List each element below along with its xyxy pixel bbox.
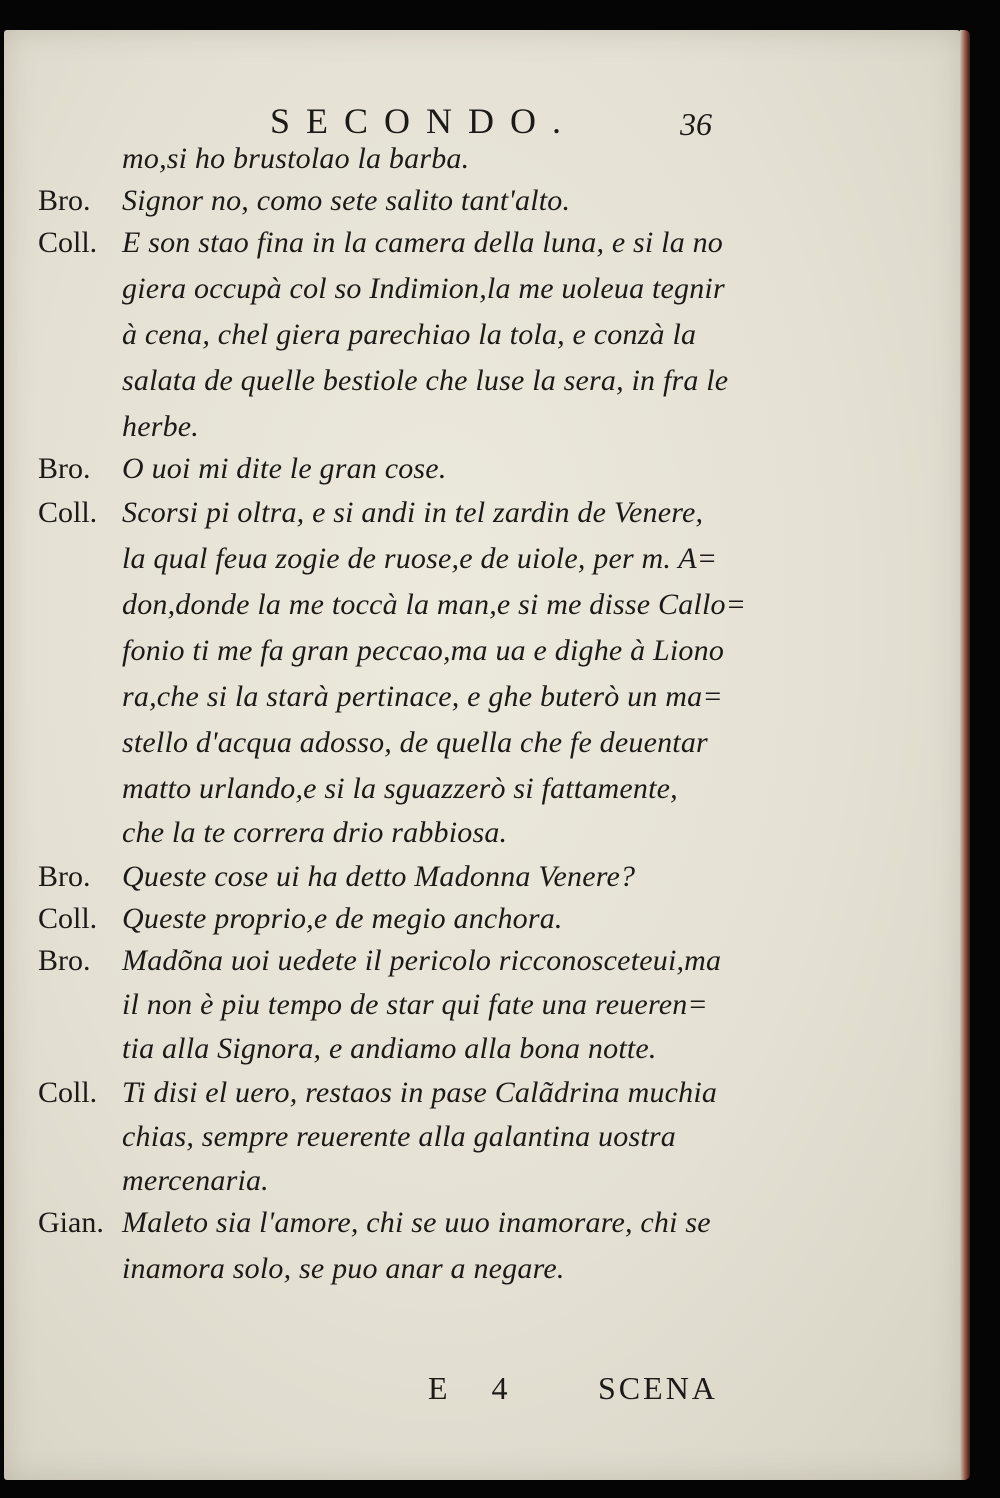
page-edge <box>960 30 970 1480</box>
line-text: mo,si ho brustolao la barba. <box>122 142 470 175</box>
line-text: Madõna uoi uedete il pericolo ricconosceteui,ma <box>122 944 722 977</box>
line-text: O uoi mi dite le gran cose. <box>122 452 447 485</box>
line-text: chias, sempre reuerente alla galantina uostra <box>122 1120 676 1153</box>
line-text: herbe. <box>122 410 200 443</box>
speaker-label: Coll. <box>38 496 98 529</box>
line-text: la qual feua zogie de ruose,e de uiole, per m. A= <box>122 542 718 575</box>
speaker-label: Gian. <box>38 1206 104 1239</box>
line-text: tia alla Signora, e andiamo alla bona notte. <box>122 1032 657 1065</box>
speaker-label: Bro. <box>38 452 91 485</box>
speaker-label: Bro. <box>38 860 91 893</box>
line-text: salata de quelle bestiole che luse la sera, in fra le <box>122 364 729 397</box>
line-text: fonio ti me fa gran peccao,ma ua e dighe à Liono <box>122 634 725 667</box>
line-text: mercenaria. <box>122 1164 269 1197</box>
folio-number: 36 <box>680 106 712 142</box>
speaker-label: Bro. <box>38 184 91 217</box>
line-text: don,donde la me toccà la man,e si me disse Callo= <box>122 588 747 621</box>
line-text: il non è piu tempo de star qui fate una reueren= <box>122 988 708 1021</box>
line-text: Ti disi el uero, restaos in pase Calãdrina muchia <box>122 1076 718 1109</box>
speaker-label: Bro. <box>38 944 91 977</box>
line-text: inamora solo, se puo anar a negare. <box>122 1252 565 1285</box>
line-text: Scorsi pi oltra, e si andi in tel zardin de Venere, <box>122 496 704 529</box>
running-title: SECONDO. <box>270 101 578 141</box>
line-text: à cena, chel giera parechiao la tola, e conzà la <box>122 318 697 351</box>
line-text: giera occupà col so Indimion,la me uoleua tegnir <box>122 272 725 305</box>
catchword: SCENA <box>598 1370 718 1406</box>
line-text: Signor no, como sete salito tant'alto. <box>122 184 571 217</box>
speaker-label: Coll. <box>38 1076 98 1109</box>
signature-mark: E 4 <box>428 1370 526 1406</box>
speaker-label: Coll. <box>38 226 98 259</box>
line-text: matto urlando,e si la sguazzerò si fattamente, <box>122 772 678 805</box>
line-text: ra,che si la starà pertinace, e ghe buterò un ma= <box>122 680 723 713</box>
line-text: stello d'acqua adosso, de quella che fe deuentar <box>122 726 708 759</box>
line-text: che la te correra drio rabbiosa. <box>122 816 508 849</box>
line-text: Maleto sia l'amore, chi se uuo inamorare, chi se <box>122 1206 711 1239</box>
line-text: E son stao fina in la camera della luna, e si la no <box>122 226 724 259</box>
line-text: Queste cose ui ha detto Madonna Venere? <box>122 860 636 893</box>
book-page <box>4 30 964 1480</box>
line-text: Queste proprio,e de megio anchora. <box>122 902 563 935</box>
speaker-label: Coll. <box>38 902 98 935</box>
page-footer <box>4 1370 964 1414</box>
